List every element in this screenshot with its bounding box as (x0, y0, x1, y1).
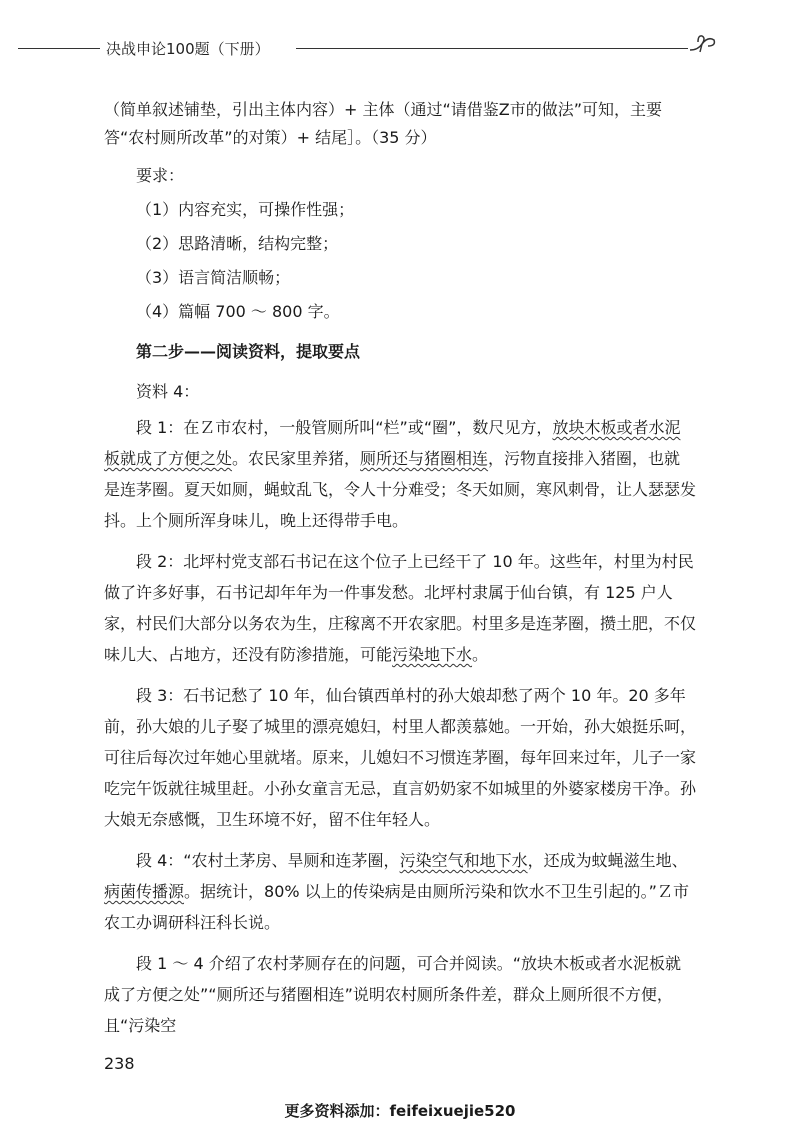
page-number: 238 (104, 1054, 135, 1073)
text-run: 段 4：“农村土茅房、旱厕和连茅圈， (136, 851, 400, 870)
material-label: 资料 4： (136, 382, 200, 401)
header-rule-right (296, 48, 688, 49)
requirements-label: 要求： (136, 166, 185, 185)
text-run: 段 2：北坪村党支部石书记在这个位子上已经干了 10 年。这些年，村里为村民做了许多好事，石书记却年年为一件事发愁。北坪村隶属于仙台镇，有 125 户人家，村民们大部分以务农为生，庄稼离不开农家肥。村里多是连茅圈，攒土肥，不仅味儿大、占地方，还没有防渗措施，可能 (104, 552, 697, 664)
highlight-phrase: 厕所还与猪圈相连 (360, 449, 489, 468)
header-rule-left (18, 48, 100, 49)
paragraph-2 (104, 546, 696, 670)
requirement-item: （1）内容充实，可操作性强； (136, 200, 355, 219)
highlight-phrase: 污染空气和地下水 (399, 851, 528, 870)
page-header (0, 30, 800, 70)
main-content (104, 96, 696, 1051)
paragraph-3: 段 3：石书记愁了 10 年，仙台镇西单村的孙大娘却愁了两个 10 年。20 多年前，孙大娘的儿子娶了城里的漂亮媳妇，村里人都羡慕她。一开始，孙大娘挺乐呵，可往后每次过年她心里就堵。原来，儿媳妇不习惯连茅圈，每年回来过年，儿子一家吃完午饭就往城里赶。小孙女童言无忌，直言奶奶家不如城里的外婆家楼房干净。孙大娘无奈感慨，卫生环境不好，留不住年轻人。 (104, 686, 697, 829)
text-run: ，还成为蚊蝇滋生地、 (527, 851, 688, 870)
intro-paragraph: （简单叙述铺垫，引出主体内容）+ 主体（通过“请借鉴Z市的做法”可知，主要答“农村厕所改革”的对策）+ 结尾］。（35 分） (104, 100, 663, 147)
analysis-paragraph: 段 1 ～ 4 介绍了农村茅厕存在的问题，可合并阅读。“放块木板或者水泥板就成了方便之处”“厕所还与猪圈相连”说明农村厕所条件差，群众上厕所很不方便，且“污染空 (104, 954, 681, 1035)
requirement-item: （4）篇幅 700 ～ 800 字。 (136, 302, 340, 321)
paragraph-1 (104, 412, 696, 536)
header-title: 决战申论100题（下册） (106, 40, 270, 58)
requirement-item: （2）思路清晰，结构完整； (136, 234, 339, 253)
requirement-item: （3）语言简洁顺畅； (136, 268, 291, 287)
text-run: 段 1：在Ｚ市农村，一般管厕所叫“栏”或“圈”，数尺见方， (136, 418, 553, 437)
step-heading: 第二步——阅读资料，提取要点 (136, 342, 361, 361)
highlight-phrase: 污染地下水 (392, 645, 473, 664)
footer-text: 更多资料添加：feifeixuejie520 (284, 1102, 516, 1120)
sprout-icon (686, 32, 720, 60)
text-run: 。农民家里养猪， (232, 449, 361, 468)
text-run: 。据统计，80% 以上的传染病是由厕所污染和饮水不卫生引起的。”Ｚ市农工办调研科汪科长说。 (104, 882, 689, 932)
text-run: 。 (472, 645, 489, 664)
highlight-phrase: 放块木板或者水泥板就成了方便之处 (104, 418, 681, 468)
highlight-phrase: 病菌传播源 (104, 882, 185, 901)
text-run: ，污物直接排入猪圈，也就是连茅圈。夏天如厕，蝇蚊乱飞，令人十分难受；冬天如厕，寒风刺骨，让人瑟瑟发抖。上个厕所浑身味儿，晚上还得带手电。 (104, 449, 697, 530)
paragraph-4 (104, 845, 696, 938)
